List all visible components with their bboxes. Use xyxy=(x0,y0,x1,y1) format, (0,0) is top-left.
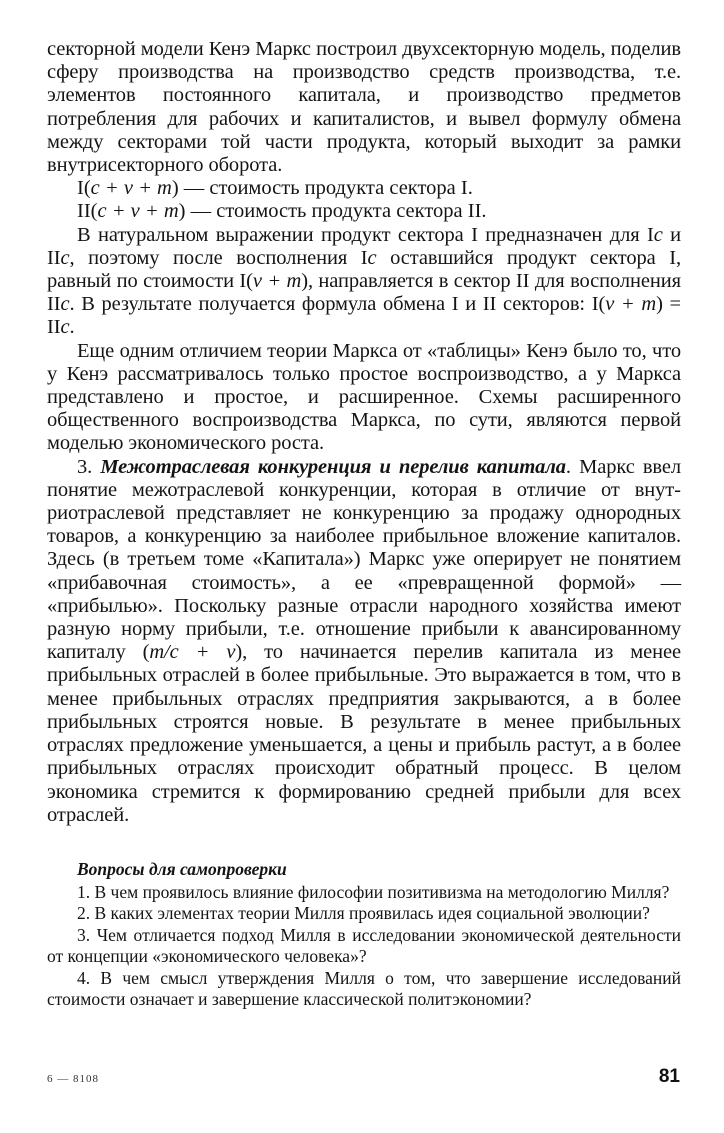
paragraph-3: Еще одним отличием теории Маркса от «таблицы» Кенэ было то, что у Кенэ рассматривалось только простое воспроизводство, а у Маркса представлено и простое, и расширенное. Схемы расширенного общественного воспроизводства Маркса, по сути, являются первой моделью экономического роста. xyxy=(47,339,681,455)
questions-title: Вопросы для самопроверки xyxy=(77,859,287,879)
p4-text-b: ), то начинается перелив капитала из менее прибыльных отраслей в более прибыльные. Это выражается в том, что в менее прибыльных отраслях предприятия закрываются, а в более прибыльных строятся новые. В результате в менее прибыльных отраслях предложение уменьшается, а цены и прибыль растут, а в более прибыльных отраслях происходит обратный процесс. В целом экономика стремится к формированию средней прибыли для всех отраслей. xyxy=(47,641,681,826)
formula-sector-2 xyxy=(47,200,681,223)
p2-text-h: . xyxy=(69,316,75,339)
question-item: 4. В чем смысл утверждения Милля о том, что завершение исследований стоимости означает и завершение классической политэкономии? xyxy=(47,967,681,1010)
formula-sector-1 xyxy=(47,177,681,200)
p2-var-c1: c xyxy=(653,223,663,246)
p2-var-vm2: v + m xyxy=(605,293,657,316)
self-check-questions xyxy=(47,858,681,1010)
p4-heading: Межотраслевая конкуренция и перелив капитала xyxy=(100,455,566,478)
p2-text-d: оставшийся продукт сектора I, равный по стоимости I( xyxy=(47,246,681,293)
p2-var-c4: c xyxy=(60,293,70,316)
formula-1-suffix: ) — стоимость продукта сектора I. xyxy=(171,177,473,200)
paragraph-1: секторной модели Кенэ Маркс построил двухсекторную модель, поделив сферу производства на производство средств производства, т.е. элементов постоянного капитала, и производство предметов потребления для рабочих и капиталистов, и вывел формулу обмена между секторами той части продукта, который выходит за рамки внутрисекторного оборота. xyxy=(47,38,681,177)
question-item: 3. Чем отличается подход Милля в исследовании экономической деятельности от концепции «экономического человека»? xyxy=(47,924,681,967)
formula-1-prefix: I( xyxy=(77,177,91,200)
p2-text-b: и II xyxy=(47,223,681,269)
formula-2-prefix: II( xyxy=(77,200,98,223)
p2-text-a: В натуральном выражении продукт сектора I предназначен для I xyxy=(77,223,654,246)
print-signature: 6 — 8108 xyxy=(47,1073,99,1085)
question-item: 1. В чем проявилось влияние философии позитивизма на методологию Милля? xyxy=(77,882,670,902)
main-text xyxy=(47,38,681,827)
formula-2-expression: c + v + m xyxy=(97,200,179,223)
p2-text-e: ), направляется в сектор II для восполнения II xyxy=(47,270,681,316)
p4-formula: m/c + v xyxy=(149,641,236,664)
paragraph-2 xyxy=(47,224,681,340)
p2-var-c3: c xyxy=(367,246,377,269)
paragraph-4 xyxy=(47,456,681,827)
formula-2-suffix: ) — стоимость продукта сектора II. xyxy=(178,200,487,223)
p2-var-c5: c xyxy=(60,316,70,339)
page-number: 81 xyxy=(658,1066,680,1087)
p4-number: 3. xyxy=(77,455,101,478)
p2-text-c: , поэтому после восполнения I xyxy=(69,246,368,269)
p2-var-c2: c xyxy=(60,246,70,269)
question-item: 2. В каких элементах теории Милля проявилась идея социальной эволюции? xyxy=(77,903,650,924)
p2-text-g: ) = II xyxy=(47,293,682,339)
p4-text-a: . Маркс ввел понятие межотраслевой конкуренции, которая в отличие от внутриотраслевой представляет не конкуренцию за продажу однородных товаров, а конкуренцию за наиболее прибыльное вложение капиталов. Здесь (в третьем томе «Капитала») Маркс уже оперирует не понятием «прибавочная стоимость», а ее «превращенной формой» — «прибылью». Поскольку разные отрасли народного хозяйства имеют разную норму прибыли, т.е. отношение прибыли к авансированному капиталу ( xyxy=(47,455,681,664)
p2-text-f: . В результате получается формула обмена I и II секторов: I( xyxy=(69,293,606,316)
p2-var-vm: v + m xyxy=(252,270,302,293)
formula-1-expression: c + v + m xyxy=(90,177,172,200)
